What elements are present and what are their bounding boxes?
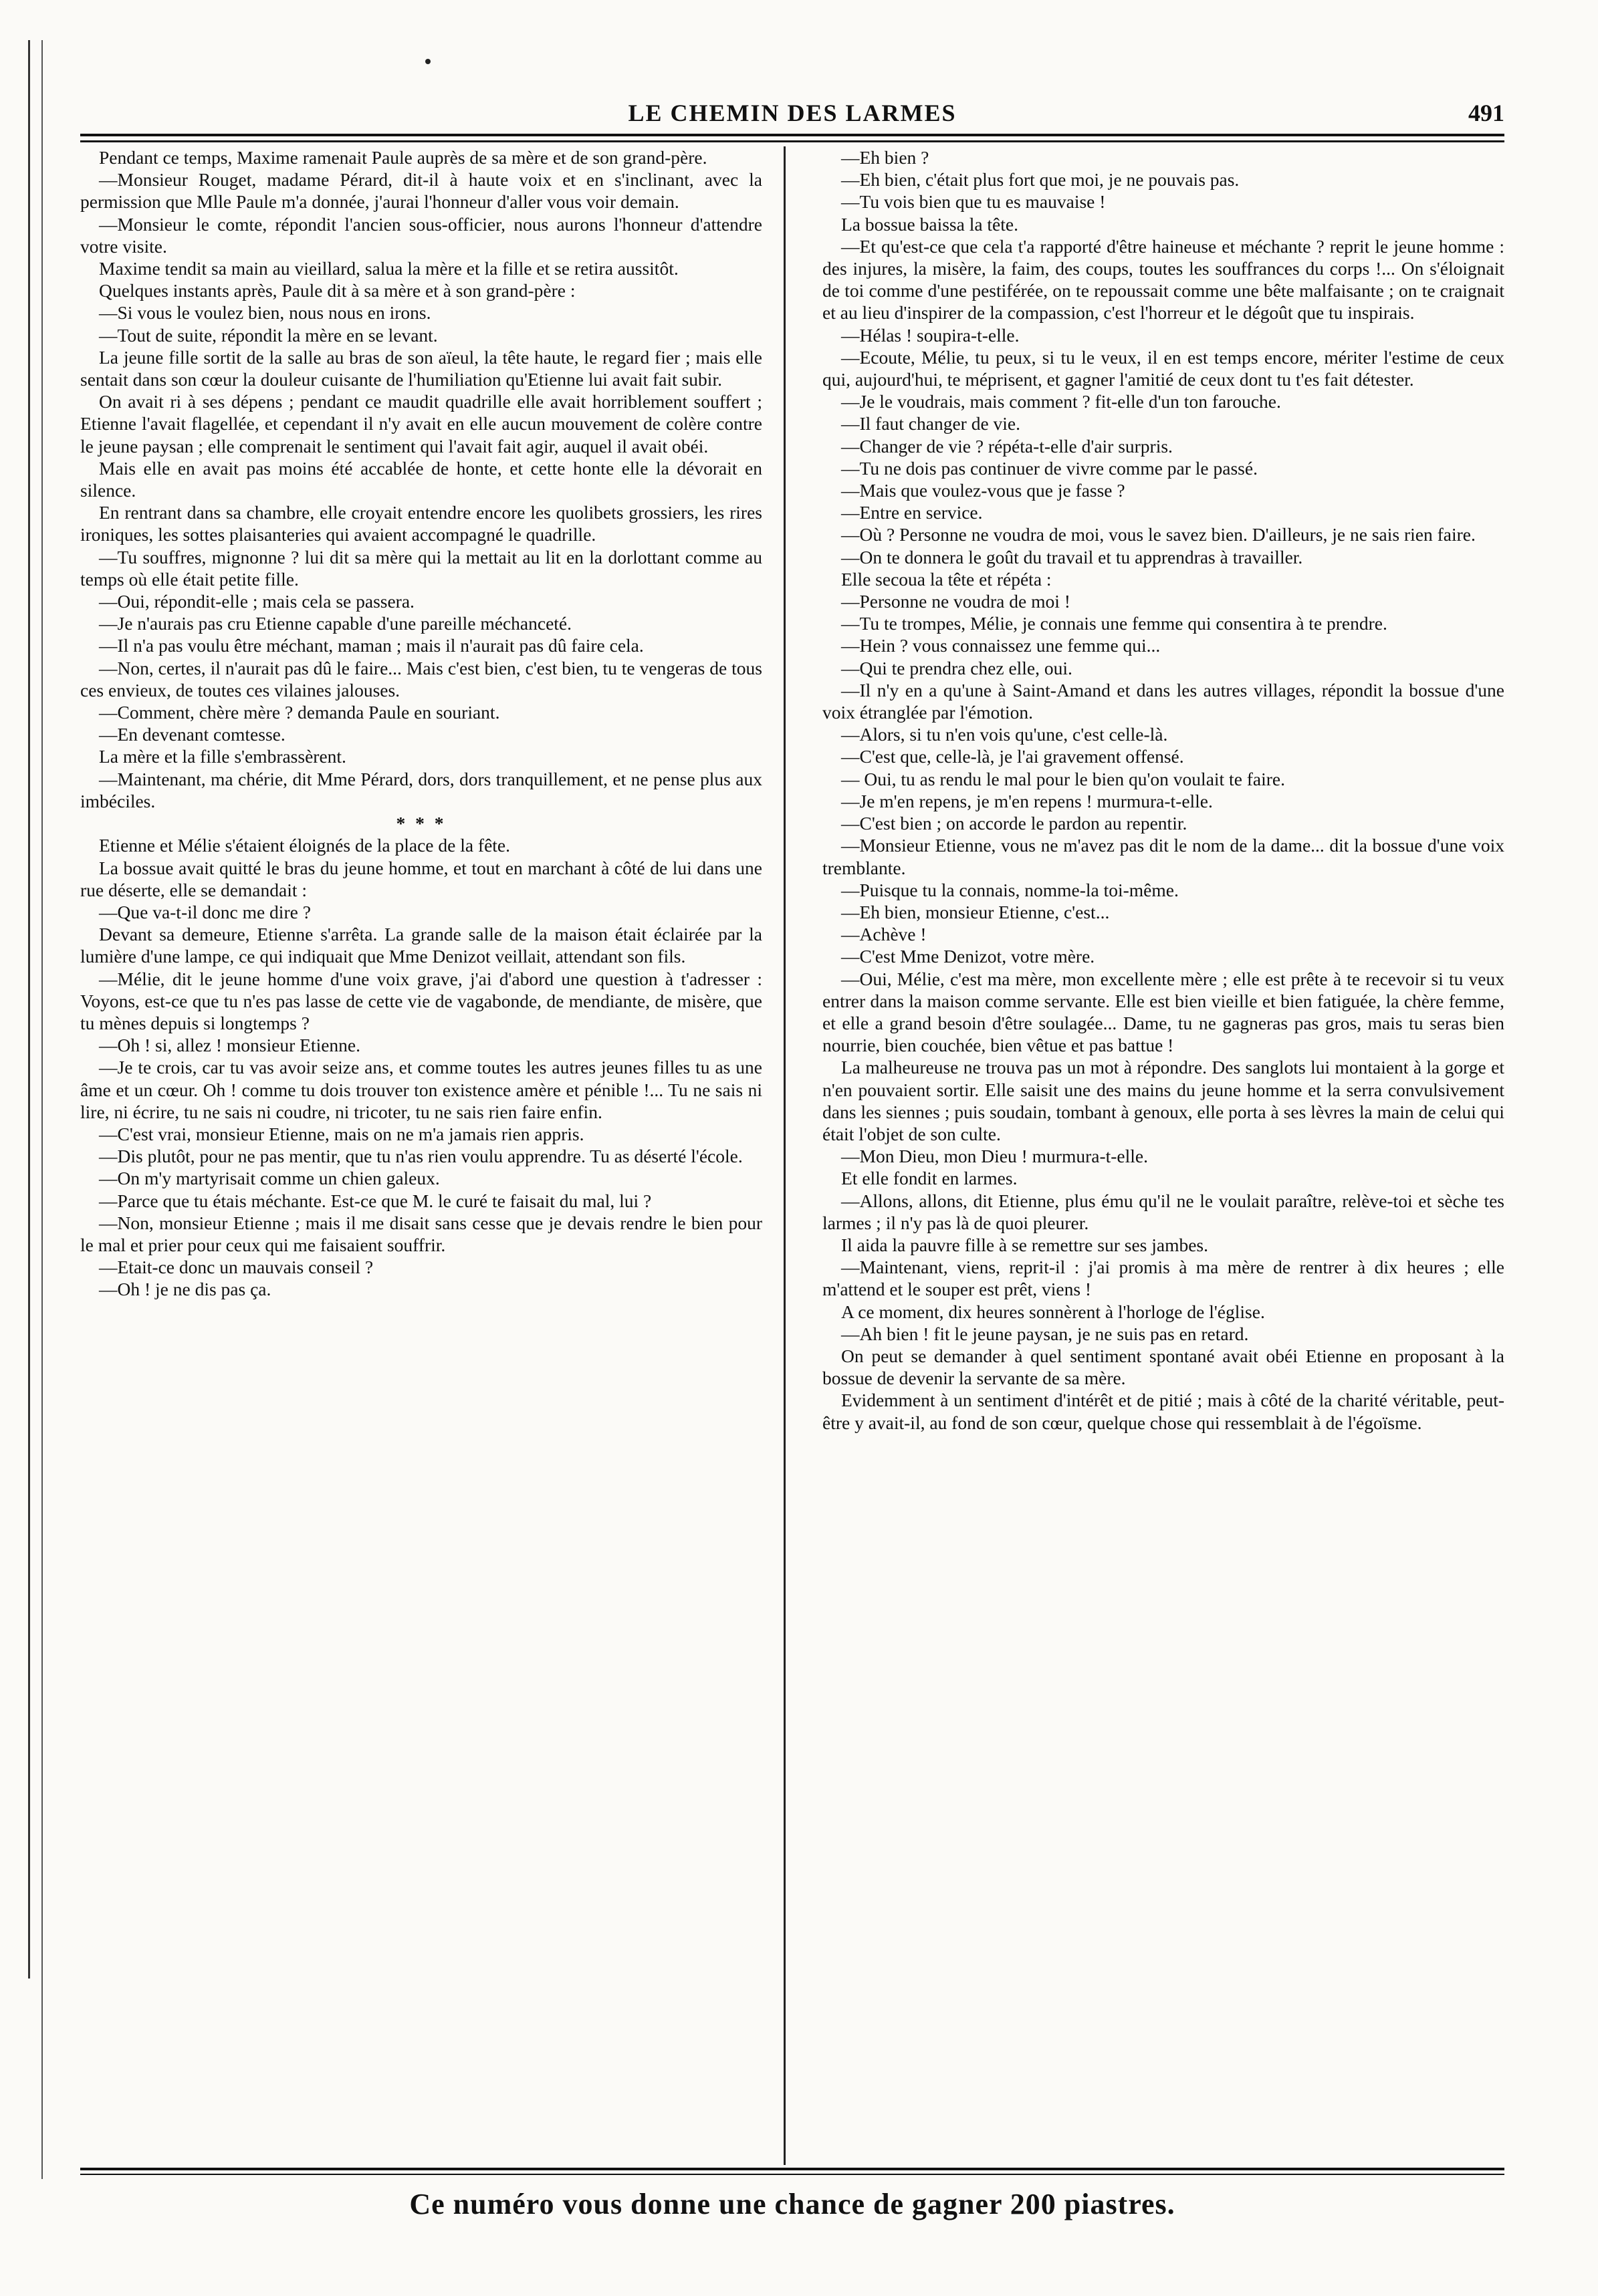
paragraph: —Je te crois, car tu vas avoir seize ans, et comme toutes les autres jeunes filles tu as une âme et un cœur. Oh ! comme tu dois trouver ton existence amère et pénible !... Tu ne sais ni lire, ni écrire, tu ne sais ni coudre, ni tricoter, tu ne sais rien faire enfin. xyxy=(80,1057,762,1122)
paragraph: —Que va-t-il donc me dire ? xyxy=(99,901,311,922)
paragraph: —Oui, Mélie, c'est ma mère, mon excellente mère ; elle est prête à te recevoir si tu veux entrer dans la maison comme servante. Elle est bien vieille et bien fatiguée, la chère femme, et elle a grand besoin d'être soulagée... Dame, tu ne gagneras pas gros, mais tu seras bien nourrie, bien couchée, bien vêtue et pas battue ! xyxy=(822,968,1504,1056)
paragraph: —On m'y martyrisait comme un chien galeux. xyxy=(99,1168,440,1189)
paragraph: —Puisque tu la connais, nomme-la toi-même. xyxy=(841,879,1179,900)
paragraph: En rentrant dans sa chambre, elle croyait entendre encore les quolibets grossiers, les rires ironiques, les sottes plaisanteries qui avaient accompagné le quadrille. xyxy=(80,502,762,545)
paragraph: —En devenant comtesse. xyxy=(99,724,286,745)
paragraph: —Tu ne dois pas continuer de vivre comme par le passé. xyxy=(841,457,1258,479)
paragraph: —Eh bien ? xyxy=(841,147,929,168)
paragraph: —Maintenant, ma chérie, dit Mme Pérard, dors, dors tranquillement, et ne pense plus aux imbéciles. xyxy=(80,768,762,811)
paragraph: —Oh ! je ne dis pas ça. xyxy=(99,1279,271,1300)
paragraph: —Et qu'est-ce que cela t'a rapporté d'être haineuse et méchante ? reprit le jeune homme : des injures, la misère, la faim, des coups, toutes les souffrances du corps !... On s'éloignait de toi comme d'une pestiférée, on te repoussait comme une bête malfaisante ; on te craignait et au lieu d'inspirer de la compassion, c'est l'horreur et le dégoût que tu inspirais. xyxy=(822,235,1504,324)
paragraph: La jeune fille sortit de la salle au bras de son aïeul, la tête haute, le regard fier ; mais elle sentait dans son cœur la douleur cuisante de l'humiliation qu'Etienne lui avait fait subir. xyxy=(80,346,762,390)
paragraph: La bossue avait quitté le bras du jeune homme, et tout en marchant à côté de lui dans une rue déserte, elle se demandait : xyxy=(80,857,762,900)
paragraph: —Personne ne voudra de moi ! xyxy=(841,591,1070,612)
margin-rule-inner xyxy=(41,40,43,2179)
paragraph: —C'est Mme Denizot, votre mère. xyxy=(841,946,1095,967)
newspaper-page xyxy=(80,67,1504,2246)
paragraph: —Eh bien, c'était plus fort que moi, je ne pouvais pas. xyxy=(841,169,1240,190)
paragraph: —Mélie, dit le jeune homme d'une voix grave, j'ai d'abord une question à t'adresser : Voyons, est-ce que tu n'es pas lasse de cette vie de vagabonde, de mendiante, de misère, que tu mènes depuis si longtemps ? xyxy=(80,968,762,1033)
paragraph: —Non, certes, il n'aurait pas dû le faire... Mais c'est bien, c'est bien, tu te vengeras de tous ces envieux, de toutes ces vilaines jalouses. xyxy=(80,657,762,700)
paragraph: —Alors, si tu n'en vois qu'une, c'est celle-là. xyxy=(841,724,1168,745)
page-number: 491 xyxy=(1468,100,1504,126)
paragraph: A ce moment, dix heures sonnèrent à l'horloge de l'église. xyxy=(841,1301,1265,1322)
paragraph: —Mon Dieu, mon Dieu ! murmura-t-elle. xyxy=(841,1146,1148,1167)
paragraph: —Mais que voulez-vous que je fasse ? xyxy=(841,480,1125,501)
paragraph: —Etait-ce donc un mauvais conseil ? xyxy=(99,1257,374,1278)
paragraph: —Tu te trompes, Mélie, je connais une femme qui consentira à te prendre. xyxy=(841,613,1387,634)
header-rule xyxy=(80,140,1504,142)
column-divider xyxy=(784,146,786,2165)
paragraph: —Maintenant, viens, reprit-il : j'ai promis à ma mère de rentrer à dix heures ; elle m'attend et le souper est prêt, viens ! xyxy=(822,1257,1504,1300)
paragraph: —Il n'y en a qu'une à Saint-Amand et dans les autres villages, répondit la bossue d'une voix étranglée par l'émotion. xyxy=(822,679,1504,723)
paragraph: —Monsieur Etienne, vous ne m'avez pas dit le nom de la dame... dit la bossue d'une voix tremblante. xyxy=(822,835,1504,878)
paragraph: —Monsieur Rouget, madame Pérard, dit-il à haute voix et en s'inclinant, avec la permission que Mlle Paule m'a donnée, j'aurai l'honneur d'aller vous voir demain. xyxy=(80,169,762,213)
footer-rule xyxy=(80,2168,1504,2170)
paragraph: —Qui te prendra chez elle, oui. xyxy=(841,657,1072,678)
paragraph: —On te donnera le goût du travail et tu apprendras à travailler. xyxy=(841,546,1303,567)
footer-notice: Ce numéro vous donne une chance de gagner 200 piastres. xyxy=(409,2188,1175,2220)
paragraph: —Ah bien ! fit le jeune paysan, je ne suis pas en retard. xyxy=(841,1323,1249,1344)
paragraph: —Il n'a pas voulu être méchant, maman ; mais il n'aurait pas dû faire cela. xyxy=(99,635,644,656)
paragraph: —Non, monsieur Etienne ; mais il me disait sans cesse que je devais rendre le bien pour le mal et prier pour ceux qui me faisaient souffrir. xyxy=(80,1212,762,1255)
paragraph: —Oui, répondit-elle ; mais cela se passera. xyxy=(99,591,415,612)
paragraph: Pendant ce temps, Maxime ramenait Paule auprès de sa mère et de son grand-père. xyxy=(99,147,707,168)
paragraph: —Eh bien, monsieur Etienne, c'est... xyxy=(841,901,1110,922)
paragraph: — Oui, tu as rendu le mal pour le bien qu'on voulait te faire. xyxy=(841,768,1286,789)
margin-rule xyxy=(28,40,30,1979)
paragraph: * * * xyxy=(396,813,447,834)
paragraph: —Hélas ! soupira-t-elle. xyxy=(841,324,1020,346)
paragraph: Et elle fondit en larmes. xyxy=(841,1168,1018,1189)
paragraph: La malheureuse ne trouva pas un mot à répondre. Des sanglots lui montaient à la gorge et n'en pouvaient sortir. Elle saisit une des mains du jeune homme et la serra convulsivement dans les siennes ; puis soudain, tombant à genoux, elle porta à ses lèvres la main de celui qui était l'objet de son culte. xyxy=(822,1057,1504,1144)
paragraph: Quelques instants après, Paule dit à sa mère et à son grand-père : xyxy=(99,280,576,301)
footer-rule-thin xyxy=(80,2174,1504,2175)
page-header xyxy=(80,67,1504,136)
right-column xyxy=(822,146,1504,2165)
paragraph: —Entre en service. xyxy=(841,502,983,523)
paragraph: —Où ? Personne ne voudra de moi, vous le savez bien. D'ailleurs, je ne sais rien faire. xyxy=(841,524,1476,545)
paragraph: Il aida la pauvre fille à se remettre sur ses jambes. xyxy=(841,1234,1209,1255)
running-title: LE CHEMIN DES LARMES xyxy=(628,100,957,126)
paragraph: —Achève ! xyxy=(841,924,927,945)
paragraph: —Allons, allons, dit Etienne, plus ému qu'il ne le voulait paraître, relève-toi et sèche tes larmes ; il n'y pas là de quoi pleurer. xyxy=(822,1190,1504,1233)
paragraph: —Tu souffres, mignonne ? lui dit sa mère qui la mettait au lit en la dorlottant comme au temps où elle était petite fille. xyxy=(80,546,762,590)
paragraph: —Je le voudrais, mais comment ? fit-elle d'un ton farouche. xyxy=(841,391,1281,412)
text-columns xyxy=(80,146,1504,2165)
paragraph: La mère et la fille s'embrassèrent. xyxy=(99,746,346,767)
paragraph: —Oh ! si, allez ! monsieur Etienne. xyxy=(99,1035,361,1056)
paragraph: Devant sa demeure, Etienne s'arrêta. La grande salle de la maison était éclairée par la lumière d'une lampe, ce qui indiquait que Mme Denizot veillait, attendant son fils. xyxy=(80,924,762,967)
paragraph: —Monsieur le comte, répondit l'ancien sous-officier, nous aurons l'honneur d'attendre votre visite. xyxy=(80,213,762,257)
paragraph: —Il faut changer de vie. xyxy=(841,413,1021,434)
paragraph: On avait ri à ses dépens ; pendant ce maudit quadrille elle avait horriblement souffert ; Etienne l'avait flagellée, et cependant il n'y avait en elle aucun mouvement de colère contre le jeune paysan ; elle comprenait le sentiment qui l'avait fait agir, auquel il avait obéi. xyxy=(80,391,762,457)
paragraph: —C'est bien ; on accorde le pardon au repentir. xyxy=(841,813,1187,834)
paragraph: La bossue baissa la tête. xyxy=(841,213,1018,235)
paragraph: —Parce que tu étais méchante. Est-ce que M. le curé te faisait du mal, lui ? xyxy=(99,1190,652,1211)
paragraph: —Tout de suite, répondit la mère en se levant. xyxy=(99,324,438,346)
paragraph: —Je n'aurais pas cru Etienne capable d'une pareille méchanceté. xyxy=(99,613,572,634)
paragraph: Elle secoua la tête et répéta : xyxy=(841,568,1052,590)
paragraph: Evidemment à un sentiment d'intérêt et de pitié ; mais à côté de la charité véritable, peut-être y avait-il, au fond de son cœur, quelque chose qui ressemblait à de l'égoïsme. xyxy=(822,1390,1504,1433)
paragraph: Mais elle en avait pas moins été accablée de honte, et cette honte elle la dévorait en silence. xyxy=(80,457,762,501)
left-column xyxy=(80,146,762,2165)
paragraph: Maxime tendit sa main au vieillard, salua la mère et la fille et se retira aussitôt. xyxy=(99,258,679,279)
paragraph: —Changer de vie ? répéta-t-elle d'air surpris. xyxy=(841,435,1173,457)
paragraph: Etienne et Mélie s'étaient éloignés de la place de la fête. xyxy=(99,835,511,856)
paragraph: —Hein ? vous connaissez une femme qui... xyxy=(841,635,1161,656)
paragraph: —Comment, chère mère ? demanda Paule en souriant. xyxy=(99,702,500,723)
paragraph: —Ecoute, Mélie, tu peux, si tu le veux, il en est temps encore, mériter l'estime de ceux qui, aujourd'hui, te méprisent, et gagner l'amitié de ceux dont tu t'es fait détester. xyxy=(822,346,1504,390)
paragraph: On peut se demander à quel sentiment spontané avait obéi Etienne en proposant à la bossue de devenir la servante de sa mère. xyxy=(822,1345,1504,1389)
paragraph: —C'est que, celle-là, je l'ai gravement offensé. xyxy=(841,746,1184,767)
paragraph: —C'est vrai, monsieur Etienne, mais on ne m'a jamais rien appris. xyxy=(99,1123,584,1144)
paragraph: —Dis plutôt, pour ne pas mentir, que tu n'as rien voulu apprendre. Tu as déserté l'école. xyxy=(99,1146,743,1167)
ink-speck xyxy=(425,59,431,64)
paragraph: —Tu vois bien que tu es mauvaise ! xyxy=(841,191,1106,213)
paragraph: —Si vous le voulez bien, nous nous en irons. xyxy=(99,302,431,324)
paragraph: —Je m'en repens, je m'en repens ! murmura-t-elle. xyxy=(841,790,1213,811)
